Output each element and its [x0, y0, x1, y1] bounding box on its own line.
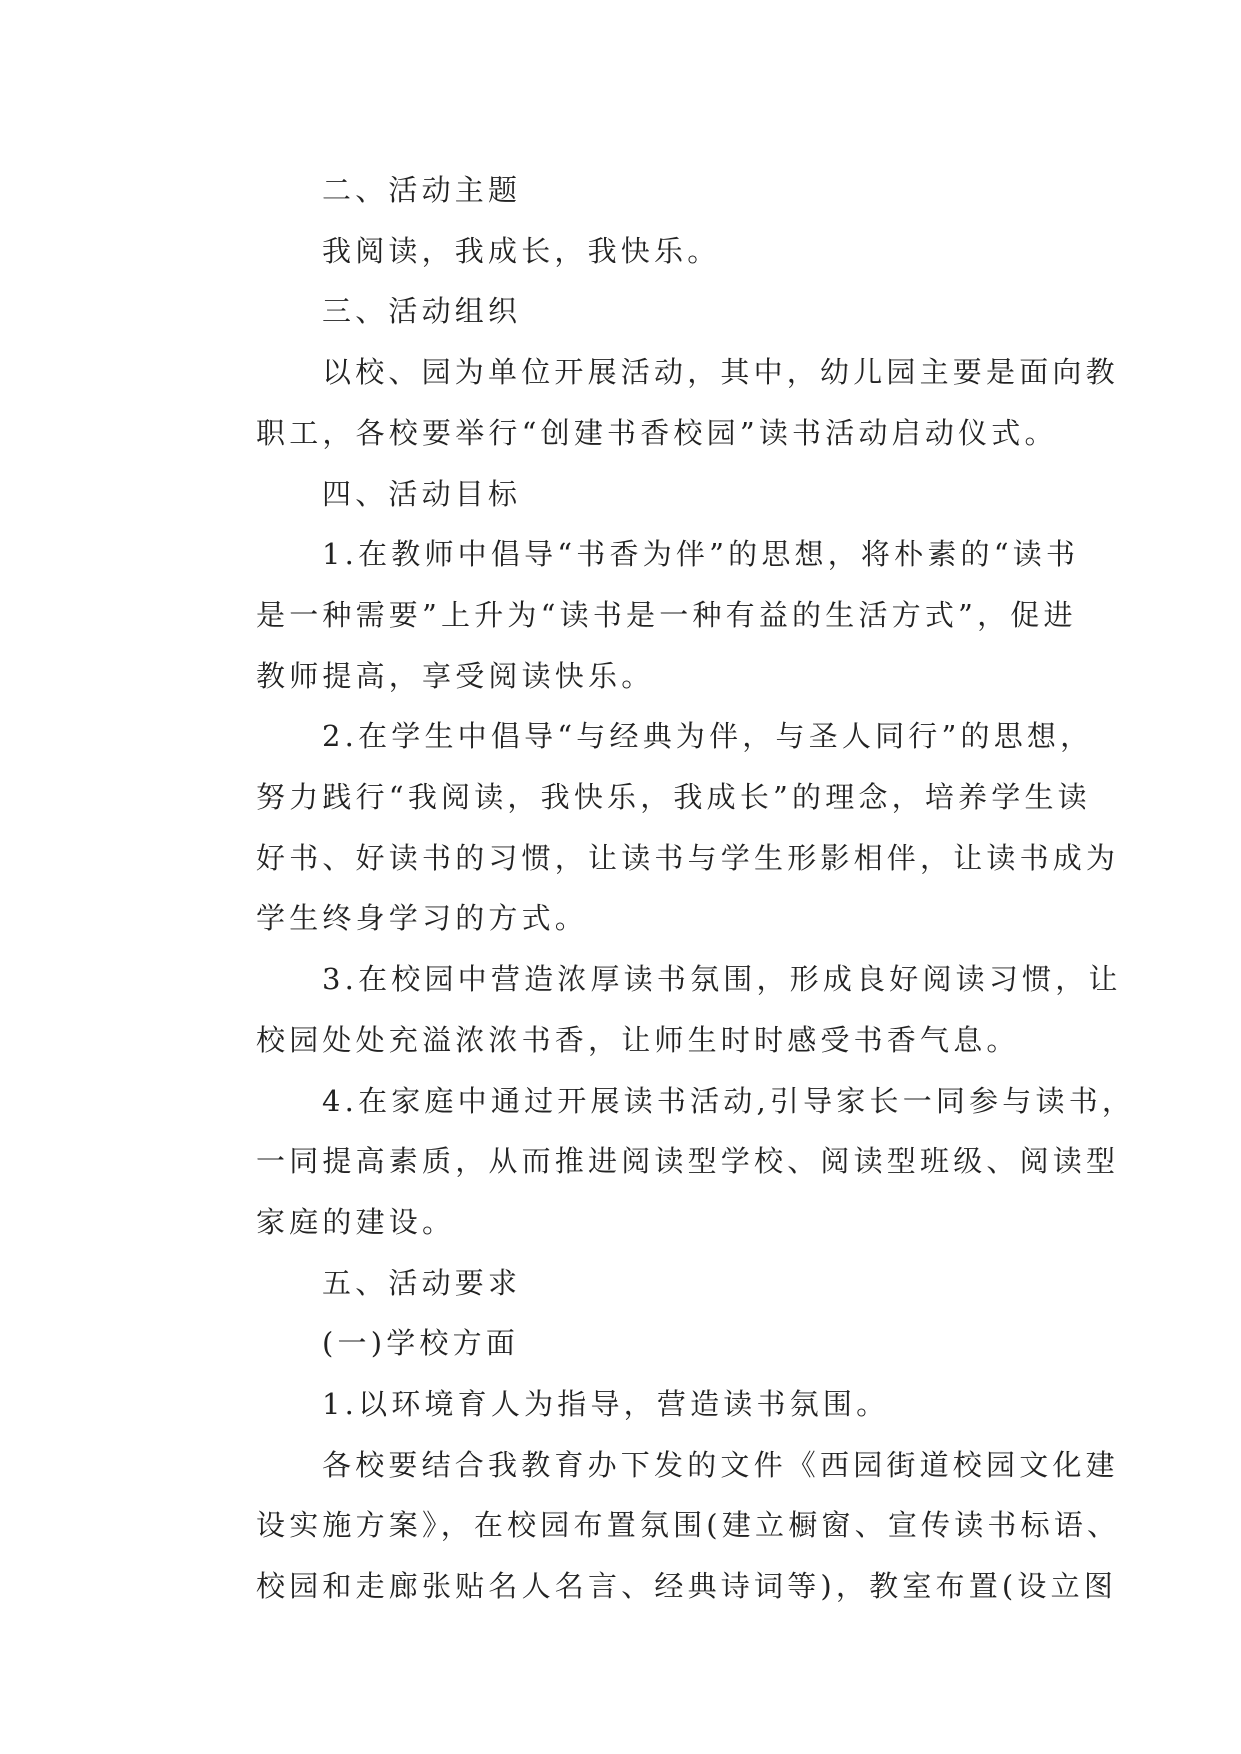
subheading-school: (一)学校方面 [322, 1326, 520, 1361]
text-line: 努力践行“我阅读，我快乐，我成长”的理念，培养学生读 [256, 780, 1091, 815]
text-line: 一同提高素质，从而推进阅读型学校、阅读型班级、阅读型 [256, 1144, 1120, 1179]
text-line: 4.在家庭中通过开展读书活动,引导家长一同参与读书， [322, 1083, 1136, 1118]
text-line: 教师提高，享受阅读快乐。 [256, 658, 655, 693]
document-body [190, 160, 1136, 1617]
text-line: 家庭的建设。 [256, 1204, 456, 1239]
text-line: 学生终身学习的方式。 [256, 901, 589, 936]
text-line: 我阅读，我成长，我快乐。 [322, 233, 721, 268]
text-line: 校园处处充溢浓浓书香，让师生时时感受书香气息。 [256, 1022, 1020, 1057]
heading-activity-organization: 三、活动组织 [322, 294, 522, 329]
heading-activity-goals: 四、活动目标 [322, 476, 522, 511]
text-line: 是一种需要”上升为“读书是一种有益的生活方式”，促进 [256, 597, 1077, 632]
text-line: 校园和走廊张贴名人名言、经典诗词等)，教室布置(设立图 [256, 1569, 1118, 1604]
text-line: 设实施方案》，在校园布置氛围(建立橱窗、宣传读书标语、 [256, 1508, 1121, 1543]
text-line: 以校、园为单位开展活动，其中，幼儿园主要是面向教 [322, 355, 1119, 390]
text-line: 职工，各校要举行“创建书香校园”读书活动启动仪式。 [256, 415, 1058, 450]
text-line: 1.在教师中倡导“书香为伴”的思想，将朴素的“读书 [322, 537, 1080, 572]
heading-activity-requirements: 五、活动要求 [322, 1265, 522, 1300]
text-line: 3.在校园中营造浓厚读书氛围，形成良好阅读习惯，让 [322, 962, 1122, 997]
heading-activity-theme: 二、活动主题 [322, 173, 522, 207]
text-line: 1.以环境育人为指导，营造读书氛围。 [322, 1387, 890, 1422]
text-line: 好书、好读书的习惯，让读书与学生形影相伴，让读书成为 [256, 840, 1120, 875]
text-line: 各校要结合我教育办下发的文件《西园街道校园文化建 [322, 1447, 1119, 1482]
text-line: 2.在学生中倡导“与经典为伴，与圣人同行”的思想， [322, 719, 1094, 754]
